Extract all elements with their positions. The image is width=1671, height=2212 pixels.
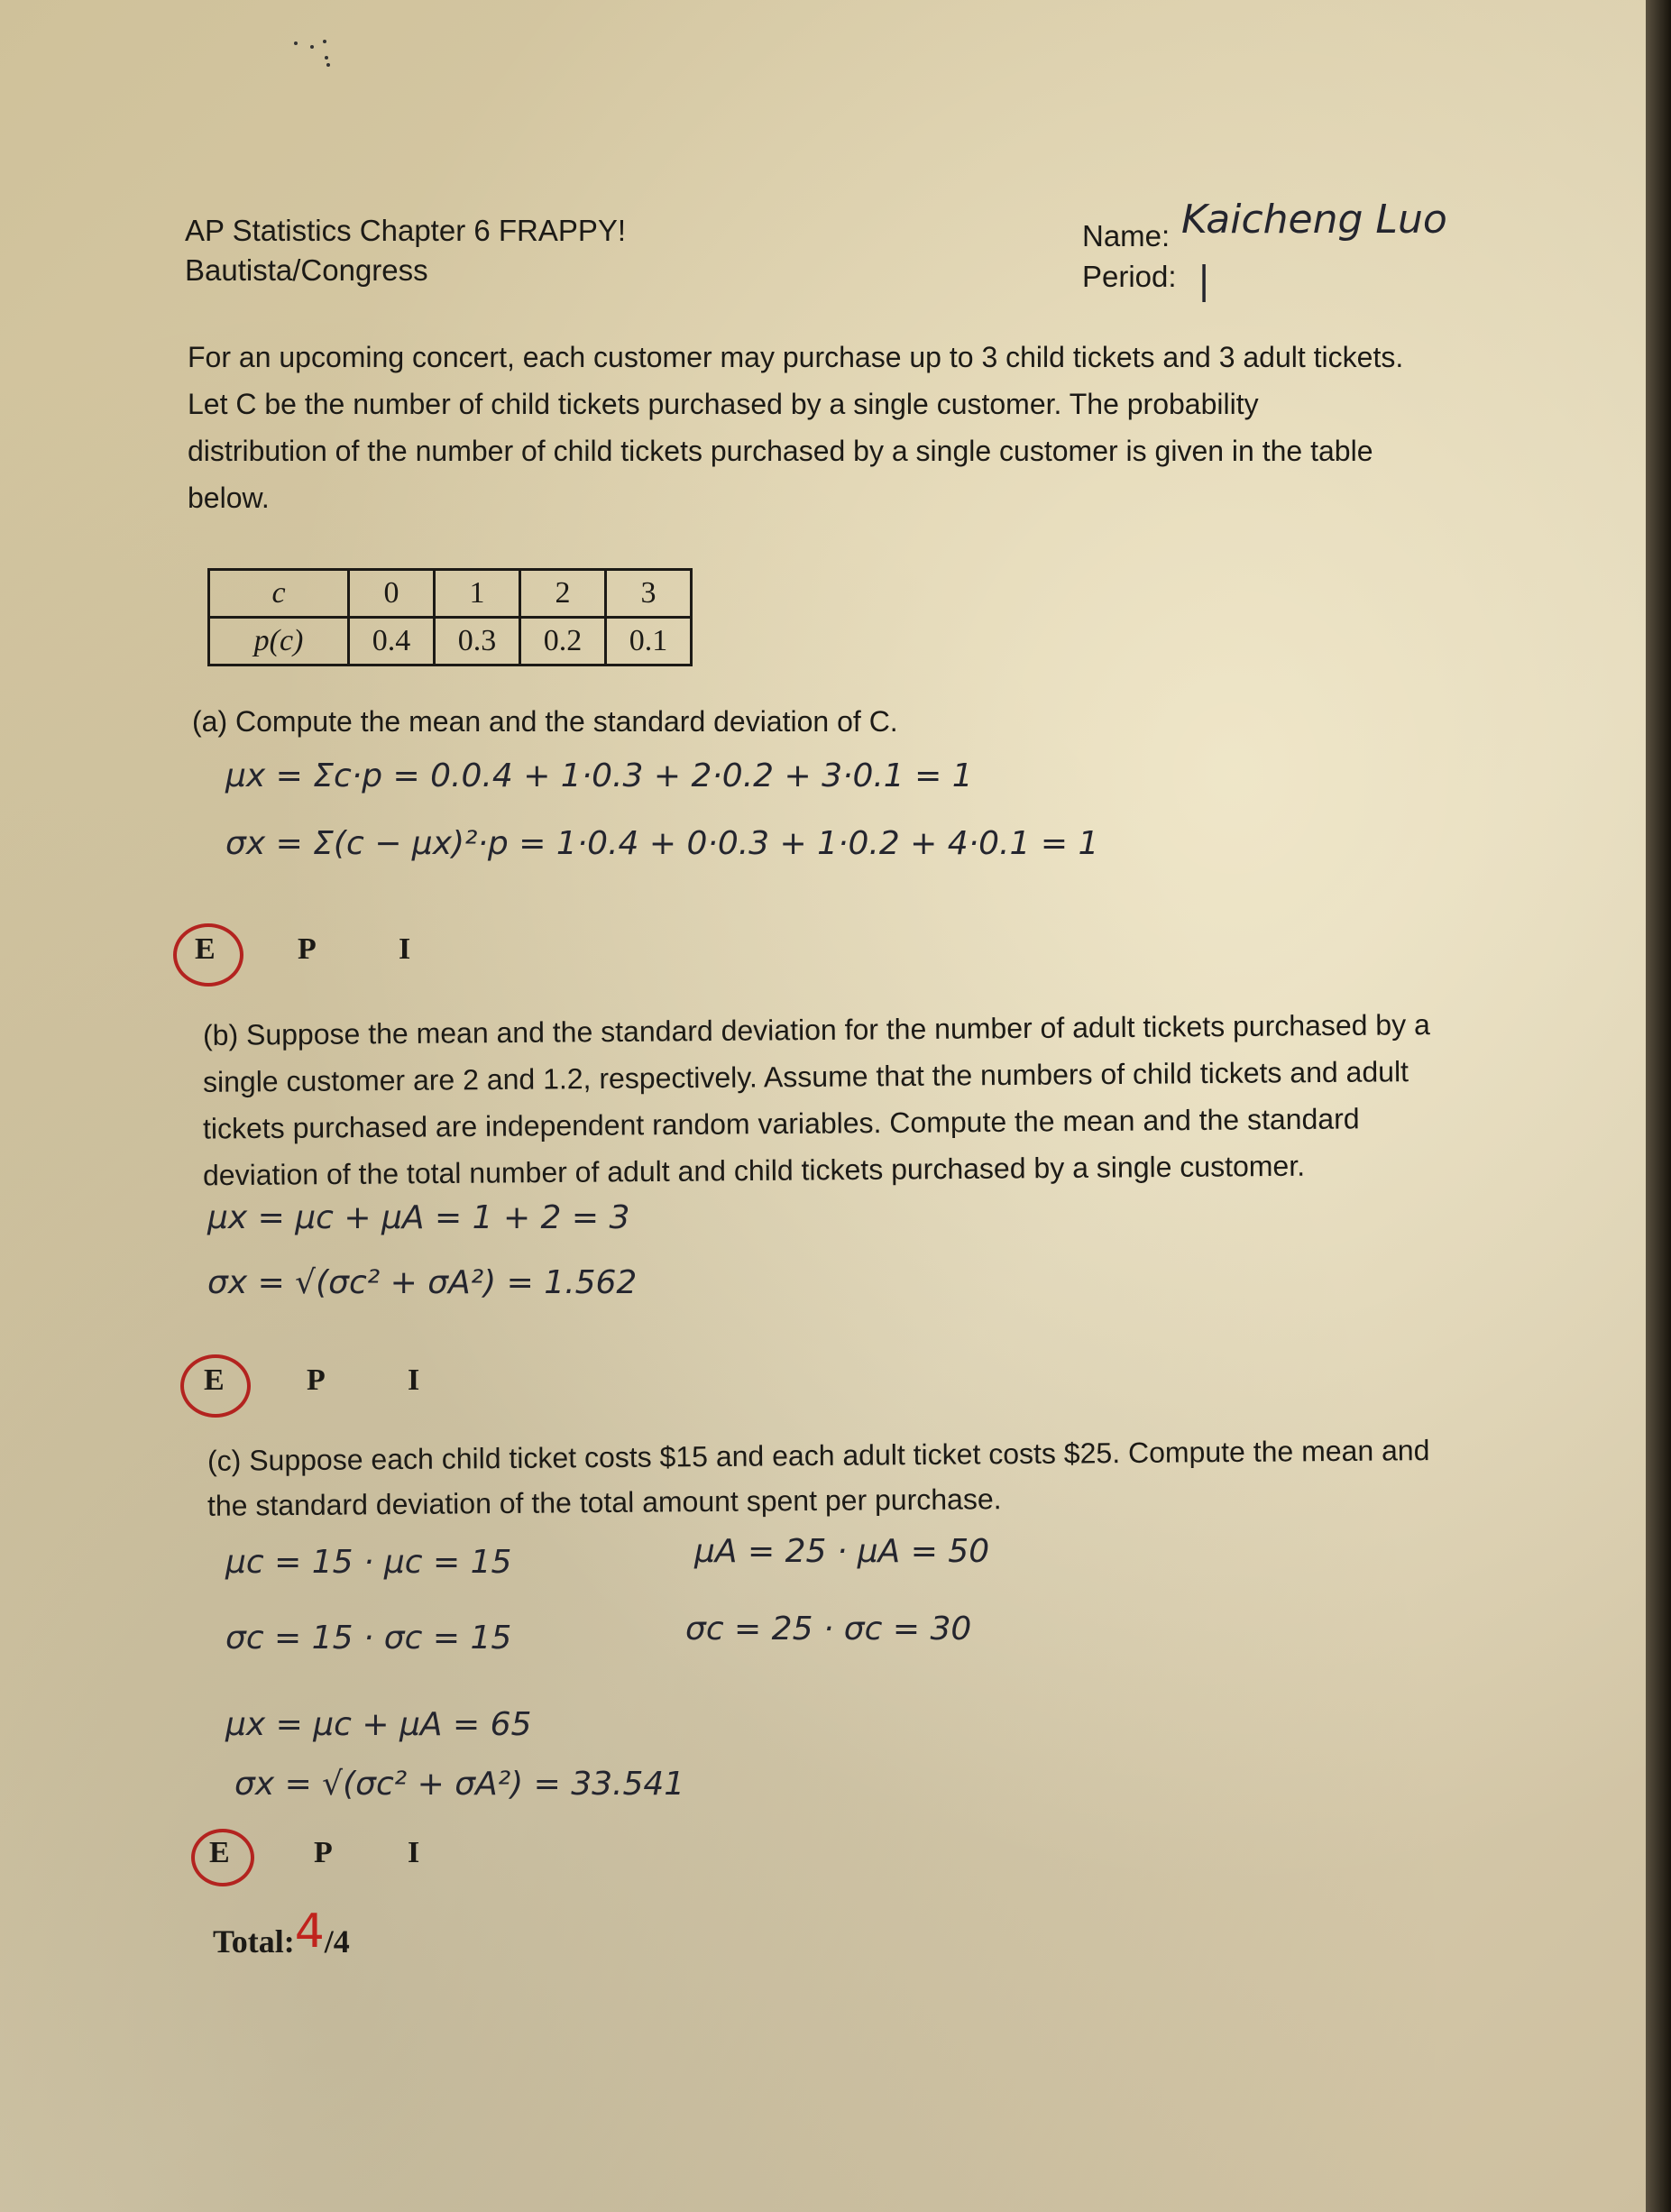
grade-p: P	[298, 932, 317, 966]
table-cell: 0.2	[520, 618, 606, 665]
page-edge-shadow	[1646, 0, 1671, 2212]
intro-line-3: distribution of the number of child tickets purchased by a single customer is given in the table	[188, 435, 1373, 467]
table-row	[209, 570, 692, 618]
part-b-line-1: (b) Suppose the mean and the standard deviation for the number of adult tickets purchased by a	[202, 1008, 1430, 1051]
table-cell: 0.1	[606, 618, 692, 665]
total-out-of: /4	[324, 1923, 350, 1960]
table-cell: 1	[435, 570, 520, 618]
intro-line-2: Let C be the number of child tickets purchased by a single customer. The probability	[188, 388, 1259, 420]
part-a-work-1: μx = Σc·p = 0.0.4 + 1·0.3 + 2·0.2 + 3·0.1 = 1	[225, 757, 973, 794]
intro-line-1: For an upcoming concert, each customer may purchase up to 3 child tickets and 3 adult tickets.	[188, 341, 1404, 373]
part-c-work-3: μx = μc + μA = 65	[225, 1706, 532, 1743]
stray-marks	[289, 36, 334, 72]
period-value: |	[1198, 258, 1211, 302]
part-c-work-right-1: μA = 25 · μA = 50	[694, 1533, 990, 1570]
part-c-work-4: σx = √(σc² + σA²) = 33.541	[234, 1766, 685, 1803]
grade-i: I	[408, 1363, 420, 1397]
probability-table	[207, 568, 693, 666]
part-b-line-3: tickets purchased are independent random variables. Compute the mean and the standard	[202, 1102, 1360, 1145]
part-c-work-right-2: σc = 25 · σc = 30	[685, 1611, 972, 1648]
student-name: Kaicheng Luo	[1181, 197, 1447, 243]
course-title: AP Statistics Chapter 6 FRAPPY!	[185, 214, 627, 247]
part-c-line-1: (c) Suppose each child ticket costs $15 and each adult ticket costs $25. Compute the mean and	[207, 1434, 1430, 1477]
part-c-line-2: the standard deviation of the total amount spent per purchase.	[207, 1482, 1002, 1522]
table-cell: 0.4	[349, 618, 435, 665]
grade-p: P	[314, 1836, 333, 1869]
total-score	[213, 1905, 350, 1964]
teachers: Bautista/Congress	[185, 253, 428, 287]
period-label: Period:	[1082, 260, 1177, 293]
grade-e: E	[209, 1836, 230, 1869]
part-a-question: (a) Compute the mean and the standard deviation of C.	[192, 705, 898, 738]
part-b-line-2: single customer are 2 and 1.2, respectively. Assume that the numbers of child tickets and adult	[202, 1055, 1409, 1098]
table-cell: 0.3	[435, 618, 520, 665]
part-b-line-4: deviation of the total number of adult and child tickets purchased by a single customer.	[202, 1149, 1306, 1192]
grade-e: E	[204, 1363, 225, 1397]
grade-i: I	[399, 932, 411, 966]
row-label-c: c	[209, 570, 349, 618]
total-score-value: 4	[294, 1905, 325, 1959]
part-b-work-1: μx = μc + μA = 1 + 2 = 3	[207, 1199, 630, 1236]
row-label-pc: p(c)	[209, 618, 349, 665]
intro-line-4: below.	[188, 482, 270, 514]
grade-e: E	[195, 932, 216, 966]
table-cell: 2	[520, 570, 606, 618]
part-c-work-left-2: σc = 15 · σc = 15	[225, 1620, 512, 1657]
name-label: Name:	[1082, 219, 1171, 252]
table-cell: 3	[606, 570, 692, 618]
table-cell: 0	[349, 570, 435, 618]
total-label: Total:	[213, 1923, 295, 1960]
part-a-work-2: σx = Σ(c − μx)²·p = 1·0.4 + 0·0.3 + 1·0.2 + 4·0.1 = 1	[225, 825, 1099, 862]
part-b-work-2: σx = √(σc² + σA²) = 1.562	[207, 1264, 638, 1301]
table-row	[209, 618, 692, 665]
grade-i: I	[408, 1836, 420, 1869]
part-c-work-left-1: μc = 15 · μc = 15	[225, 1544, 512, 1581]
grade-p: P	[307, 1363, 326, 1397]
